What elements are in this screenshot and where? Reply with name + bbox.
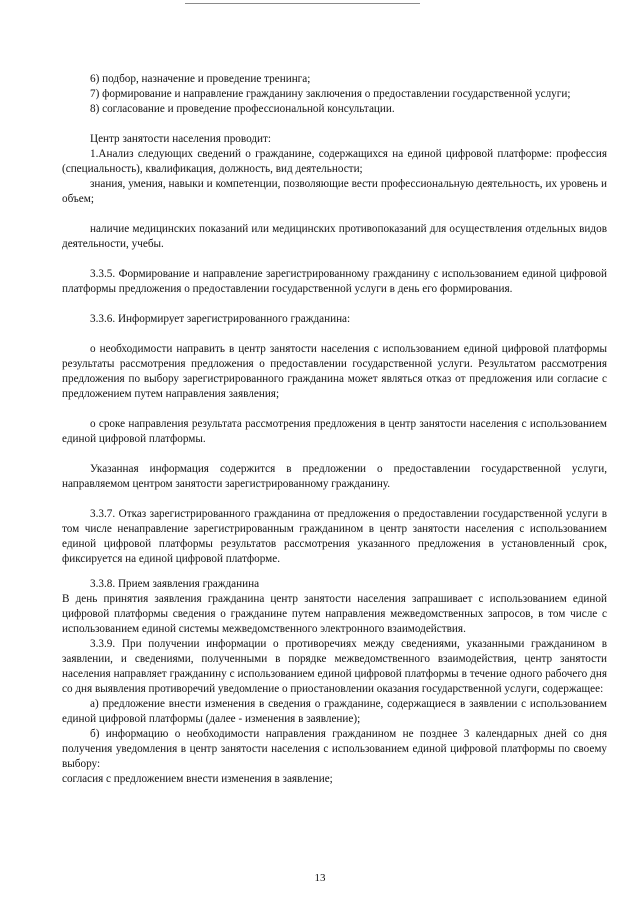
list-item-a: а) предложение внести изменения в сведения о гражданине, содержащиеся в заявлении с использованием единой цифровой платформы (далее - изменения в заявление); bbox=[62, 698, 607, 725]
paragraph-center-conducts: Центр занятости населения проводит: bbox=[90, 133, 272, 145]
list-item-8: 8) согласование и проведение профессиональной консультации. bbox=[90, 103, 395, 115]
paragraph-info-contained: Указанная информация содержится в предложении о предоставлении государственной услуги, направляемом центром занятости зарегистрированному гражданину. bbox=[62, 463, 607, 490]
paragraph-deadline: о сроке направления результата рассмотрения предложения в центр занятости населения с использованием единой цифровой платформы. bbox=[62, 418, 607, 445]
list-item-7: 7) формирование и направление гражданину заключения о предоставлении государственной услуги; bbox=[90, 88, 571, 100]
section-3-3-6: 3.3.6. Информирует зарегистрированного гражданина: bbox=[90, 313, 351, 325]
list-item-b: б) информацию о необходимости направления гражданином не позднее 3 календарных дней со дня получения уведомления в центр занятости населения с использованием единой цифровой платформы по своему выбору: bbox=[62, 728, 607, 770]
section-3-3-8: 3.3.8. Прием заявления гражданина bbox=[90, 578, 260, 590]
section-3-3-5: 3.3.5. Формирование и направление зарегистрированному гражданину с использованием единой цифровой платформы предложения о предоставлении государственной услуги в день его формирования. bbox=[62, 268, 607, 295]
paragraph-necessity: о необходимости направить в центр занятости населения с использованием единой цифровой платформы результаты рассмотрения предложения о предоставлении государственной услуги. Результатом рассмотрения предложения по выбору зарегистрированного гражданина может являться отказ от предложения или согласие с предложением путем направления заявления; bbox=[62, 343, 607, 400]
document-page bbox=[62, 72, 607, 787]
paragraph-day-of-acceptance: В день принятия заявления гражданина центр занятости населения запрашивает с использованием единой цифровой платформы сведения о гражданине путем направления межведомственных запросов, в том числе с использованием единой системы межведомственного электронного взаимодействия. bbox=[62, 593, 607, 635]
scan-edge-line bbox=[185, 3, 420, 4]
section-3-3-9: 3.3.9. При получении информации о противоречиях между сведениями, указанными гражданином в заявлении, и сведениями, полученными в порядке межведомственного взаимодействия, центр занятости населения направляет гражданину с использованием единой цифровой платформы в течение одного рабочего дня со дня выявления противоречий уведомление о приостановлении оказания государственной услуги, содержащее: bbox=[62, 638, 607, 695]
list-item-6: 6) подбор, назначение и проведение тренинга; bbox=[90, 73, 311, 85]
paragraph-medical: наличие медицинских показаний или медицинских противопоказаний для осуществления отдельных видов деятельности, учебы. bbox=[62, 223, 607, 250]
section-3-3-7: 3.3.7. Отказ зарегистрированного гражданина от предложения о предоставлении государственной услуги в том числе ненаправление зарегистрированным гражданином в центр занятости населения с использованием единой цифровой платформы результатов рассмотрения указанного предложения в установленный срок, фиксируется на единой цифровой платформе. bbox=[62, 508, 607, 565]
paragraph-consent: согласия с предложением внести изменения в заявление; bbox=[62, 773, 333, 785]
paragraph-analysis: 1.Анализ следующих сведений о гражданине, содержащихся на единой цифровой платформе: профессия (специальность), квалификация, должность, вид деятельности; bbox=[62, 148, 607, 175]
page-number: 13 bbox=[314, 872, 326, 884]
paragraph-skills: знания, умения, навыки и компетенции, позволяющие вести профессиональную деятельность, их уровень и объем; bbox=[62, 178, 607, 205]
